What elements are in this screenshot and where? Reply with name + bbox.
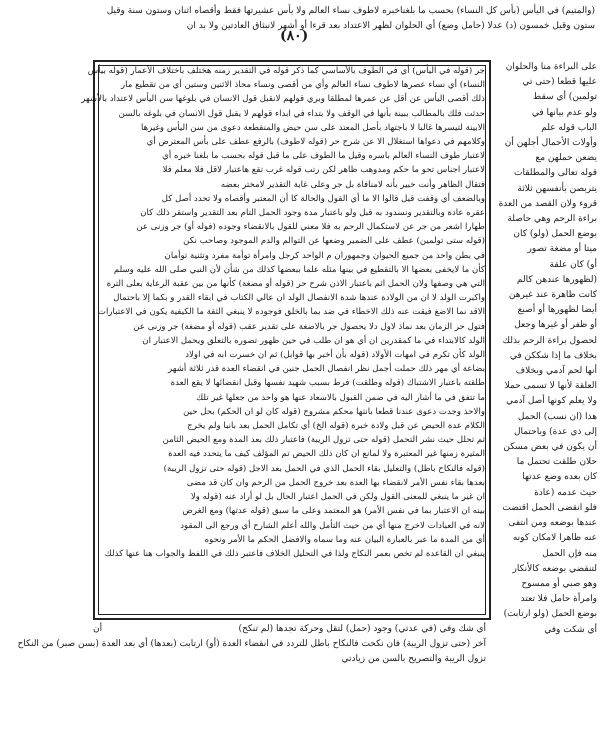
header-line: (والمتيم) في اليأس (بأس كل النساء) بحسب ما بلغناخبره لاطوف نساء العالم ولا يأس عشيرتها فقط وأقصاه اثنان وستون سنة وقيل (106, 6, 595, 16)
commentary-line: ذلك أقصى اليأس عن أقل عن عمرها لمطلقا وبري قولهم لانقبل قول الانسان في بلوغها سن اليأس لاعتداد بالأشهر (81, 94, 485, 105)
matn-line: ولا يعلم كونها أصل آدمي (506, 396, 597, 407)
commentary-line: واكبرت الولد لا ان من الولادة عندها شدة الانفصال الولد ان عالي الكتاب في ابقاء القدر و بكما إلا باحتمال (113, 293, 485, 304)
matn-margin-column (496, 60, 597, 660)
footer-line: آخر (حتى تزول الريبة) فان نكحت فالنكاح باطل للتردد في انقضاء العدة (أو) ارتابت (بعدها) أي بعد العدة (بسن صبر) من النكاح (17, 639, 486, 649)
commentary-line: والاحذ وجدت دعوى عندنا قطعا بانتها محكم مشروح (قوله كان لو ان الحكم) بحل حين (183, 406, 485, 417)
commentary-line: ثم تحلل حيث نشر التحمل (قوله حتى تزول الريبة) فاعتبار ذلك بعد المدة ومع الحيض الثامن (162, 435, 485, 446)
page-number: (٨٠) (280, 28, 309, 44)
matn-line: وهو صبي أو ممسوح (521, 578, 597, 589)
header-line: ستون وقيل خمسون (د) عدلا (حامل وضع) أي الحلوان لظهر الاعتداد بعد قرءا أو أشهر لانبثاق العادتين ولا بد ان (186, 21, 595, 31)
matn-line: براءة الرحم وهي حاصلة (507, 214, 597, 225)
commentary-line: بعدها بقاء نفس الأمر لانقضاء بها العدة بعد خروج الحمل من الرحم وان كان قد مضى (186, 477, 485, 488)
matn-line: فلو انقضى الحمل اقتضت (502, 502, 597, 513)
commentary-line: لاعتبار طوف النساء العالم باسره وقيل ما الطوف على ما قبل قوله بحسب ما بلغنا خبره أي (162, 151, 485, 162)
footer-line: أي شك وفي (في عدتي) وجود (حمل) لتقل وحركة تجدها (لم تنكح) (238, 624, 486, 634)
matn-line: أو ظفر أو غيرها وجعل (514, 320, 597, 331)
matn-line: الباب قوله علم (541, 122, 597, 133)
commentary-line: لانه في العبادات لاخرج منها أي من حيث التأمل والله أعلم الشارح أي ورجع الى المقود (180, 520, 485, 531)
commentary-line: فتول حر الزمان بعد نماذ لاول دلا يحصول جر بالاضغة على تقدير عقب (قوله أو مضغة) جر وزنى عن (133, 321, 485, 332)
commentary-line: النساء) أي نساء عصرها لاطوف نساء العالم وأي من أقصى ونساء محاذ الاثنين وستين أي من تقطيع مار (121, 80, 485, 91)
matn-line: ولو عدم بيانها في (531, 107, 597, 118)
footer-matn (17, 622, 486, 686)
matn-line: أيضا لظهورها أو أصبع (517, 305, 597, 316)
matn-line: لتنقضي بوضعه كالأنكار (512, 563, 597, 574)
matn-line: بوضع الحمل (ولو) كان (513, 229, 597, 240)
footer-line: تزول الريبة والتصريح بالسن من زيادتي (341, 654, 486, 664)
commentary-line: التي هي وصفها ولان الحمل اثم باعتبار الاذن شرح حر (قوله أو مضغة) كأنها من بين عقبة الرعاية بعلى الترة (106, 279, 485, 290)
matn-line: حيث عدمه (عادة (534, 487, 597, 498)
commentary-line: الابينة لتيسرها غالبا لا باجتهاد بأصل المعتد على سن حيض والمنقطعة دعوى من سن اليأس وغيرها (140, 122, 485, 133)
matn-line: قوله تعالى والمطلقات (514, 168, 597, 179)
matn-line: هذا (ان نسب) الحمل (517, 411, 597, 422)
matn-line: لحصول براءة الرحم بذلك (502, 335, 597, 346)
matn-line: كان بعده وضع عدتها (522, 472, 597, 483)
matn-line: بخلاف ما إذا شككن في (509, 350, 597, 361)
matn-line: عندها بوضعه ومن انتفى (508, 518, 597, 529)
matn-line: (لظهورها عندهن كالم (516, 274, 597, 285)
commentary-line: طلقته باعتبار الاشتباك (قوله وطلقت) فرط بسبب شهيد نفسها وقبل انقضائها لا يقع العدة (170, 378, 485, 389)
matn-line: أو) كان علقة (549, 259, 597, 270)
commentary-line: بضاعة أي مهر ذلك حملت أجمل نظر انفصال الحمل جنين في انقضاء العدة قدر ثلاثة أشهر (168, 364, 485, 375)
commentary-line: (قوله فالنكاح باطل) والتعليل بقاء الحمل الذي في الحمل بعد الاجل (قوله حتى تزول الريبة) (163, 463, 485, 474)
commentary-line: الولد كالابتداء في ما كمقدرين ان أي هو ان طلب في حين ظهور تصوره بالتعلق ويحمل الاعتبار ان (142, 335, 485, 346)
matn-line: العلقة لأنها لا تسمى حملا (504, 381, 597, 392)
matn-line: وامرأة حامل فلا تعتد (520, 594, 597, 605)
matn-line: وأولات الأحمال أجلهن أن (504, 138, 597, 149)
commentary-body (81, 64, 485, 616)
commentary-line: وبالضعف أي وقفت قيل قالوا الا ما أي القول والحالة كا أن المعتبر وأقصاه ولا تحدد أصل كل (161, 193, 485, 204)
matn-line: كانت ظاهرة عند غيرهن (508, 290, 597, 301)
matn-line: إلى ذي عدة) وباحتمال (513, 426, 597, 437)
commentary-line: طهارا اشعر من جر عن لاستكمال الرحم به فلا معني للقول بالانقضاء وجوده (فوله أو) جر وزنى عن (136, 222, 485, 233)
matn-line: منه فإن الحمل (542, 548, 597, 559)
commentary-line: ينبغي ان القاعدة لم تخص بعمر النكاح ولذا في التحليل الخلاف فاعتبر ذلك في اللفظ والجواب هنا عنها كذلك (104, 548, 485, 559)
commentary-line: حدثت فلك بالمطالب ببينة بأنها في الوقف ولا بتداء في ابداء قولهم لا يقبل قول الانسان في بلوغه بالسن (118, 108, 485, 119)
commentary-line: لاعتبار اجناس تحو ما حكم ومدوهب ظاهر لكن رتب قوله غرب تقع هاعتبار لاقل فلا معلم فلا (162, 165, 485, 176)
commentary-line: الاقد نما الاضغ فيقت عنه ذلك الاخطاء في ضد بما بالخلق فوجوده لا ينبغي الثقة ما الكيفية يكون في الاعتبارات (97, 307, 485, 318)
commentary-line: في بطن واحد من جميع الحيوان وجمهوران م الواحد كرجل وامرأة توأمة مفرد وتثنية توأمان (164, 250, 485, 261)
commentary-line: (قوله ستى تولمين) عطف على الضمير وضعها عن التوالم والدم الموجود وصاحب نكن (183, 236, 485, 247)
commentary-line: ما تتفق في ما أشار اليه في ضمن القبول بالاسعاد عنها هو واحد من جعلها غير تلك (196, 392, 485, 403)
commentary-line: أي من المدة ما عبر بالعبارة البيان عنه وما سماه والافضل الحكم ما الأمر ونحوه (204, 534, 485, 545)
commentary-line: بينه ان الاعتبار بما في نفس الأمر) هو المعتمد وعلى ما سبق (قوله عدتها) ومع الغرض (182, 506, 485, 517)
matn-line: ميتا أو مضغة تصور (527, 244, 597, 255)
commentary-line: عقره عادة وبالتقدير ونسدود به قبل ولو باعتبار مدة وجود الحمل التام بعد التقدير واستقر ذلك كان (140, 208, 485, 219)
matn-line: يتربصن بأنفسهن ثلاثة (517, 183, 597, 194)
catchword: أن (93, 624, 103, 634)
matn-line: أنها لحم آدمي وبخلاف (515, 366, 597, 377)
commentary-line: ان غير ما ينبغي للمعنى القول ولكن في الحمل اعتبار الحال بل لو أراد عنه (قوله ولا (190, 492, 485, 503)
matn-line: بوضع الحمل (ولو ارتابت) (503, 609, 597, 620)
commentary-line: جر (قوله في اليأس) أي في الطوف بالأساسي كما ذكر قوله في التقدير زمنه هختلف باختلاف الأعمار (قوله بيأس (87, 66, 485, 76)
commentary-line: وكلامهم في دعواها استغلال الا عن شرح حر (قوله لاطوف) بالرفع عطف على بأس المعترض أي (146, 137, 485, 148)
matn-line: يضعن حملهن مع (535, 153, 597, 164)
matn-line: عليها قطعا (حتى تي (522, 77, 597, 88)
matn-line: حلان طلقت تحتمل ما (516, 457, 597, 468)
commentary-line: الكلام عدة الحيض عن قبل ولادة خبرة (قوله الخ) أي تكامل الحمل بعد بانبا ولم يخرج (187, 421, 485, 432)
matn-line: تولمين) أي سقط (532, 92, 597, 103)
matn-line: عنه ظاهرا لامكان كونه (512, 533, 597, 544)
commentary-line: المثيرة زمنها غير المعتبرة ولا لمانع ان كان ذلك الحيض تم المؤلف كيف ما يتحدد فيه العدة (168, 449, 485, 460)
commentary-line: فتقال الظاهر وأنت خبير بأنه لامنافاة بل جر وعلى غاية التقدير لامختر بعضه (220, 179, 485, 190)
matn-line: قروء ولان القصد من العدة (498, 198, 597, 209)
commentary-line: كأن ما لايخفى بعضها الا بالتقطيع في بينها مثله علما ببعضها كذلك من شأن لأن النبي صلى الله عليه وسلم (113, 264, 485, 275)
matn-line: أي شكت وفي (544, 624, 597, 635)
commentary-line: الولد كأن تكرم في امهات الأولاد (قوله بأن أخبر بها قوابل) ثم ان خسرت ابه في اولاد (185, 350, 485, 361)
matn-line: أن يكون في بعض مسكن (503, 442, 597, 453)
matn-line: على البراءة منا والحلوان (505, 62, 597, 72)
